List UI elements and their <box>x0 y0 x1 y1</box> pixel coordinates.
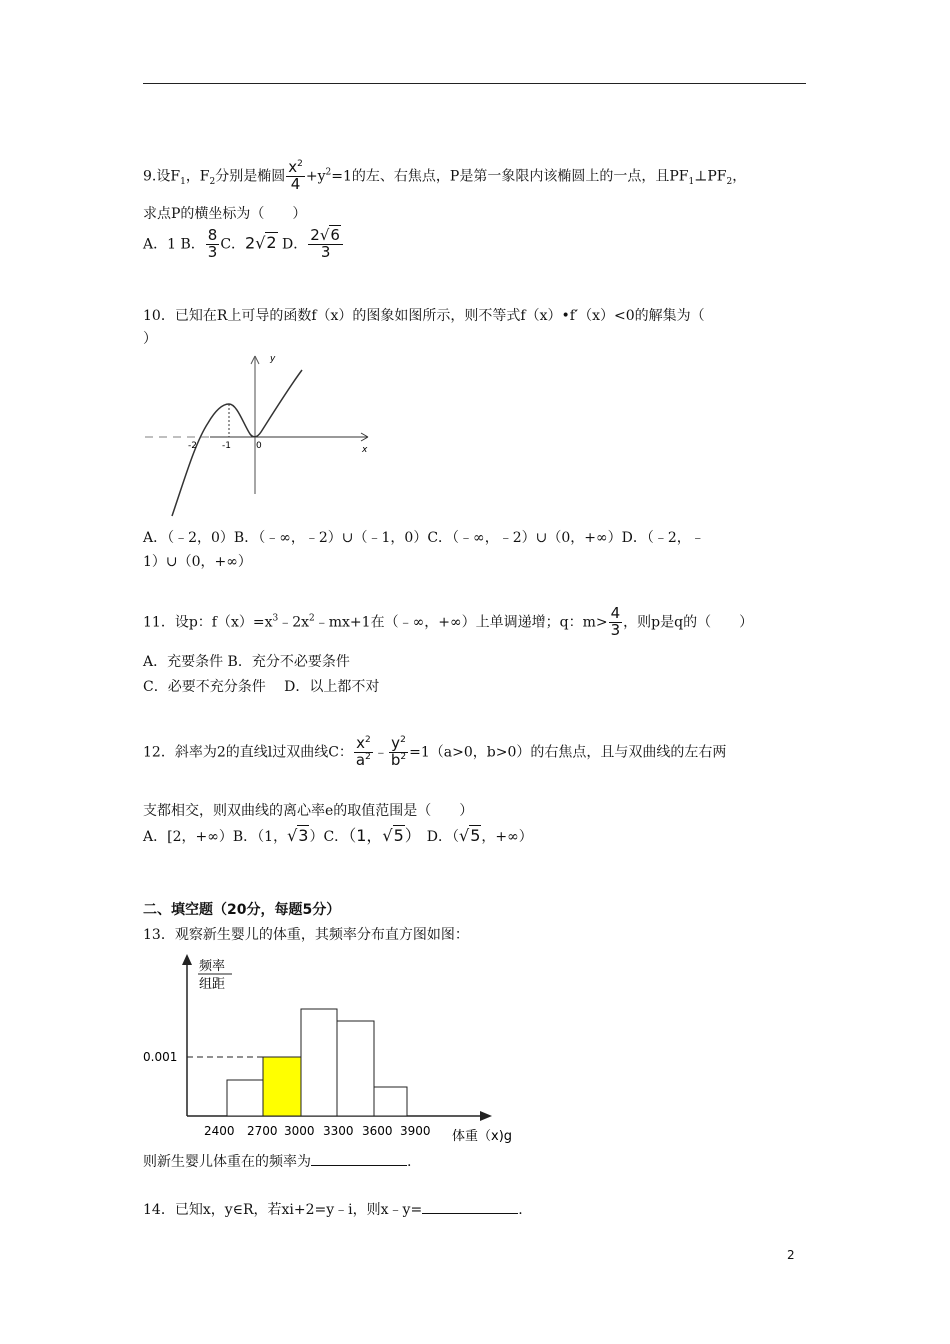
header-rule <box>143 83 806 84</box>
hist-xlabel: 体重（x)g <box>452 1129 513 1144</box>
hist-xtick-3900: 3900 <box>400 1124 431 1138</box>
q13-line1: 13．观察新生婴儿的体重，其频率分布直方图如图： <box>143 927 469 943</box>
q10-label-y: y <box>270 354 276 364</box>
q9-option-b-fraction: $\frac{8}{3}$ <box>207 226 218 261</box>
q9-option-c-value: 2√2 <box>245 233 277 253</box>
hist-ytick: 0.001 <box>143 1050 178 1064</box>
q13-histogram <box>140 948 540 1148</box>
q13-line2: 则新生婴儿体重在的频率为 . <box>143 1151 411 1171</box>
q10-line1: 10．已知在R上可导的函数f（x）的图象如图所示，则不等式f（x）•f′（x）<0的解集为（ <box>143 308 705 324</box>
q9-line2: 求点P的横坐标为（ ） <box>143 206 307 222</box>
q14-answer-blank[interactable] <box>422 1199 518 1214</box>
q10-function-graph <box>140 348 380 526</box>
q11-line1: 11．设p：$f(x)=x^3﹣2x^2﹣mx+1$在（﹣∞，+∞）上单调递增；q：m> $\frac{4}{3}$ ，则p是q的（ ） <box>143 604 754 639</box>
q12-line1: 12．斜率为2的直线l过双曲线C： $\frac{x^2}{a^2}$ ﹣ $\frac{y^2}{b^2}$ =1（a>0，b>0）的右焦点，且与双曲线的左右两 <box>143 734 727 769</box>
q12-line2: 支都相交，则双曲线的离心率e的取值范围是（ ） <box>143 803 474 819</box>
hist-xtick-3000: 3000 <box>284 1124 315 1138</box>
q9-option-a: A．1 B． <box>143 236 205 253</box>
q9-option-d-label: D． <box>277 236 308 253</box>
q10-options-line2: 1）∪（0，+∞） <box>143 554 252 570</box>
q12-fraction-x: $\frac{x^2}{a^2}$ <box>355 734 371 769</box>
page-number: 2 <box>787 1248 795 1262</box>
ellipse-fraction: $\frac{x^2}{4}$ <box>288 158 303 193</box>
hist-bar-3600-3900 <box>374 1087 407 1116</box>
q9-options <box>143 228 344 261</box>
q10-options-line1: A．（﹣2，0）B．（﹣∞，﹣2）∪（﹣1，0）C．（﹣∞，﹣2）∪（0，+∞）D．（﹣2，﹣ <box>143 530 705 546</box>
q10-label-minus1: -1 <box>222 441 231 451</box>
q12-sqrt3: √3 <box>287 826 309 845</box>
hist-bar-2400-2700 <box>227 1080 263 1116</box>
hist-ylabel-bottom: 组距 <box>199 977 226 992</box>
hist-xtick-2400: 2400 <box>204 1124 235 1138</box>
q10-line2: ） <box>143 331 157 347</box>
q10-label-zero: 0 <box>256 441 262 451</box>
q12-options: A．[2，+∞）B．（1，√3）C．（1，√5） D．（√5，+∞） <box>143 826 533 845</box>
q11-options-cd: C．必要不充分条件 D．以上都不对 <box>143 679 380 695</box>
q9-line1: 9.设$F_1$，$F_2$分别是椭圆 $\frac{x^2}{4}$ $+y^2=1$的左、右焦点，P是第一象限内该椭圆上的一点，且$PF_1\perp PF_2$， <box>143 158 747 193</box>
hist-xtick-3600: 3600 <box>362 1124 393 1138</box>
q11-options-ab: A．充要条件 B．充分不必要条件 <box>143 654 350 670</box>
section-title: 二、填空题（20分，每题5分） <box>143 902 341 918</box>
q14-line1: 14．已知x，y∈R，若xi+2=y﹣i，则x﹣y= . <box>143 1199 523 1219</box>
q9-option-c-label: C． <box>220 236 246 253</box>
hist-xtick-2700: 2700 <box>247 1124 278 1138</box>
q12-fraction-y: $\frac{y^2}{b^2}$ <box>390 734 407 769</box>
q10-label-minus2: -2 <box>188 441 197 451</box>
hist-bar-3000-3300 <box>301 1009 337 1116</box>
q12-option-c: （1，√5） <box>348 826 413 845</box>
hist-bar-2700-3000 <box>263 1057 301 1116</box>
hist-bar-3300-3600 <box>337 1021 374 1116</box>
q11-fraction: $\frac{4}{3}$ <box>610 604 621 639</box>
hist-xtick-3300: 3300 <box>323 1124 354 1138</box>
q13-answer-blank[interactable] <box>311 1151 407 1166</box>
q9-option-d-fraction: $\frac{2√6}{3}$ <box>308 228 343 261</box>
q10-label-x: x <box>362 445 368 455</box>
q12-sqrt5: √5 <box>459 826 481 845</box>
hist-ylabel-top: 频率 <box>199 959 226 974</box>
